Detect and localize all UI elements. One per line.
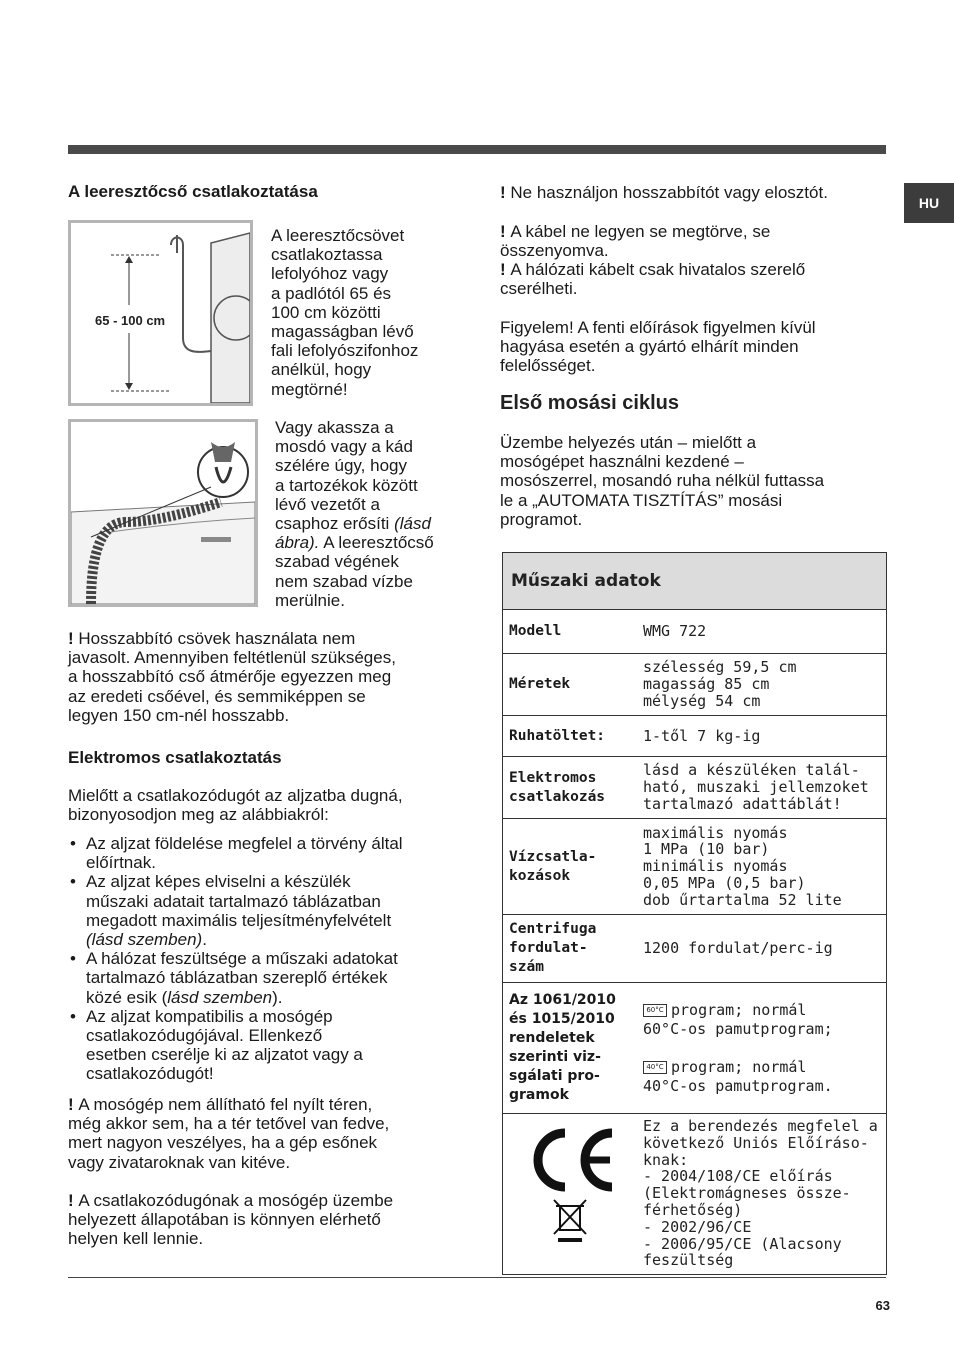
sink-instructions: Vagy akassza a mosdó vagy a kád szélére úgy, hogy a tartozékok között lévő vezetőt a csaphoz erősíti (lásd ábra). A leeresztőcső szabad végének nem szabad vízbe merülnie.: [275, 418, 434, 610]
spec-label: Elektromos csatlakozás: [509, 769, 606, 805]
spec-value: 60°C program; normál 60°C-os pamutprogram; 40°C program; normál 40°C-os pamutprogram.: [643, 1000, 833, 1095]
ce-mark-cell: [503, 1114, 637, 1274]
table-row: [503, 983, 886, 1114]
table-row: [503, 757, 886, 819]
drain-heading: A leeresztőcső csatlakoztatása: [68, 182, 318, 201]
cable-warning: ! A kábel ne legyen se megtörve, se összenyomva.: [500, 222, 771, 261]
footer-rule: [68, 1277, 886, 1278]
spec-label: Méretek: [509, 676, 571, 692]
header-rule: [68, 145, 886, 154]
table-row: [503, 716, 886, 757]
wash-40-icon: 40°C: [643, 1061, 667, 1074]
drain-height-figure: [68, 220, 253, 406]
language-tab: HU: [904, 183, 954, 223]
spec-value: 1200 fordulat/perc-ig: [643, 939, 833, 958]
extension-hose-warning: ! Hosszabbító csövek használata nem javasolt. Amennyiben feltétlenül szükséges, a hosszabbító cső átmérője egyezzen meg az eredeti csőével, és semmiképpen se legyen 150 cm-nél hosszabb.: [68, 629, 396, 725]
first-wash-heading: Első mosási ciklus: [500, 392, 679, 414]
spec-label: Ruhatöltet:: [509, 727, 606, 744]
spec-value: lásd a készüléken talál- ható, muszaki jellemzoket tartalmazó adattáblát!: [643, 761, 869, 813]
no-extension-warning: ! Ne használjon hosszabbítót vagy elosztót.: [500, 183, 828, 202]
plug-access-warning: ! A csatlakozódugónak a mosógép üzembe helyezett állapotában is könnyen elérhető helyen kell lennie.: [68, 1191, 394, 1249]
weee-bin-icon: [554, 1200, 586, 1242]
spec-label: Az 1061/2010 és 1015/2010 rendeletek szerinti viz- sgálati pro- gramok: [509, 992, 616, 1103]
spec-value: szélesség 59,5 cm magasság 85 cm mélység 54 cm: [643, 658, 797, 710]
spec-label: Modell: [509, 623, 562, 639]
outdoor-warning: ! A mosógép nem állítható fel nyílt téren, még akkor sem, ha a tér tetővel van fedve, mert nagyon veszélyes, ha a gép esőnek vagy zivataroknak van kitéve.: [68, 1095, 390, 1172]
cable-replace-warning: ! A hálózati kábelt csak hivatalos szerelő cserélheti.: [500, 260, 806, 299]
table-row: [503, 610, 886, 654]
sink-hook-illustration: [71, 422, 255, 604]
electric-checklist: [68, 834, 458, 1084]
table-row: [503, 654, 886, 716]
sink-hook-figure: [68, 419, 258, 607]
spec-value: maximális nyomás 1 MPa (10 bar) minimális nyomás 0,05 MPa (0,5 bar) dob űrtartalma 52 lite: [643, 823, 842, 909]
spec-label: Vízcsatla- kozások: [509, 848, 597, 884]
list-item: • Az aljzat földelése megfelel a törvény által előírtnak.: [68, 834, 458, 872]
list-item: • Az aljzat képes elviselni a készülék műszaki adatait tartalmazó táblázatban megadott maximális teljesítményfelvételt (lásd szemben).: [68, 872, 458, 949]
table-row: [503, 1114, 886, 1274]
spec-value: WMG 722: [643, 622, 707, 641]
wash-60-icon: 60°C: [643, 1004, 667, 1017]
spec-value: 1-től 7 kg-ig: [643, 726, 761, 745]
specifications-table: [502, 552, 887, 1275]
liability-notice: Figyelem! A fenti előírások figyelmen kívül hagyása esetén a gyártó elhárít minden felelősséget.: [500, 318, 816, 376]
first-wash-text: Üzembe helyezés után – mielőtt a mosógépet használni kezdené – mosószerrel, mosandó ruha nélkül futtassa le a „AUTOMATA TISZTÍTÁS” mosási programot.: [500, 433, 825, 529]
electric-heading: Elektromos csatlakoztatás: [68, 748, 282, 767]
list-item: • Az aljzat kompatibilis a mosógép csatlakozódugójával. Ellenkező esetben cserélje ki az aljzatot vagy a csatlakozódugót!: [68, 1007, 458, 1084]
height-range-label: 65 - 100 cm: [95, 313, 166, 328]
spec-title: Műszaki adatok: [503, 553, 886, 610]
page-number: 63: [875, 1298, 890, 1313]
drain-height-illustration: [71, 223, 250, 403]
ce-mark-icon: [520, 1128, 620, 1248]
table-row: [503, 915, 886, 983]
electric-intro: Mielőtt a csatlakozódugót az aljzatba dugná, bizonyosodjon meg az alábbiakról:: [68, 786, 403, 825]
drain-instructions: A leeresztőcsövet csatlakoztassa lefolyóhoz vagy a padlótól 65 és 100 cm közötti magasságban lévő fali lefolyószifonhoz anélkül, hogy megtörné!: [271, 226, 419, 399]
spec-value: Ez a berendezés megfelel a következő Uniós Előíráso- knak: - 2004/108/CE előírás (Elektromágneses össze- férhetőség) - 2002/96/CE - 2006/95/CE (Alacsony feszültség: [643, 1117, 878, 1270]
table-row: [503, 819, 886, 915]
spec-label: Centrifuga fordulat- szám: [509, 921, 597, 975]
list-item: • A hálózat feszültsége a műszaki adatokat tartalmazó táblázatban szereplő értékek közé esik (lásd szemben).: [68, 949, 458, 1007]
